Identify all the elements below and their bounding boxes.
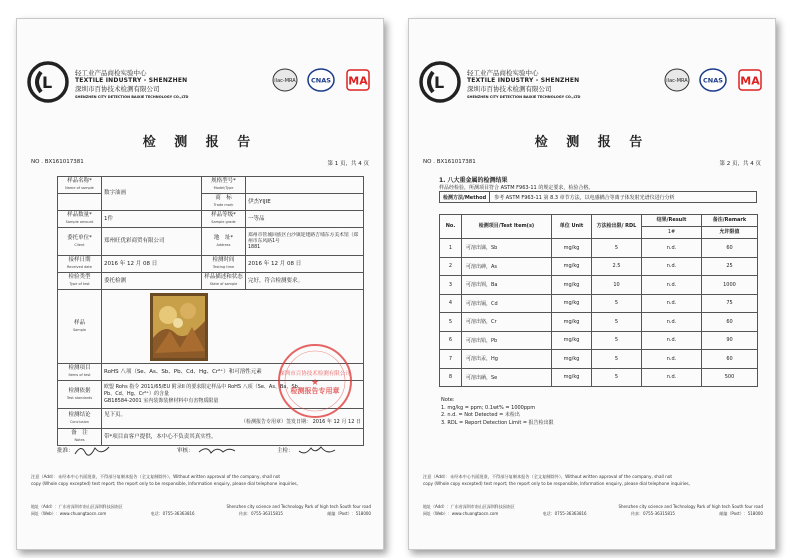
reviewer-signature xyxy=(197,442,237,458)
org-name-en: TEXTILE INDUSTRY - SHENZHEN xyxy=(467,77,580,84)
row-rdl: 5 xyxy=(592,239,642,258)
row-rdl: 5 xyxy=(592,313,642,332)
method-value: 参考 ASTM F963-11 第 8.3 章节方法，以电感耦合等离子体发射光谱仪进行分析 xyxy=(494,194,675,201)
footer-statement xyxy=(31,474,371,487)
label-en: State of sample xyxy=(209,282,238,286)
cert-cnas-label: CNAS xyxy=(311,76,331,85)
section-summary: 样品经检验，所测项目符合 ASTM F963-11 的规定要求，检验合格。 xyxy=(439,185,594,191)
row-unit: mg/kg xyxy=(552,331,592,350)
row-no: 5 xyxy=(440,313,462,332)
stamp-star-icon: ★ xyxy=(310,378,320,388)
row-no: 8 xyxy=(440,368,462,387)
address-text: 郑州市管城回族区白沙镇迎建路吉埔东方美术馆（郑州市东风路1号 xyxy=(248,232,359,244)
value-model xyxy=(246,177,364,194)
row-result: n.d. xyxy=(642,313,702,332)
contact-row xyxy=(423,511,763,518)
label-cn: 接样日期 xyxy=(68,257,91,263)
value-remarks: 带*项目由客户提供，本中心不负责其真实性。 xyxy=(102,429,364,446)
label-cn: 样品 xyxy=(73,319,85,326)
label-received xyxy=(58,256,102,273)
label-cn: 备 注 xyxy=(71,430,88,436)
certification-logos xyxy=(271,67,371,93)
row-result: n.d. xyxy=(642,239,702,258)
certification-logos xyxy=(663,67,763,93)
label-cn: 样品描述和状态 xyxy=(204,274,243,280)
table-row xyxy=(58,228,364,256)
table-row xyxy=(440,368,758,387)
label-cn: 地 址* xyxy=(213,234,234,241)
label-en: Client xyxy=(74,242,85,247)
value-trademark: 伊杰YIJIE xyxy=(246,194,364,211)
test-method xyxy=(439,191,757,203)
label-cn: 检测时间 xyxy=(212,257,235,263)
col-remark-sub: 允许限值 xyxy=(702,227,758,239)
row-no: 4 xyxy=(440,294,462,313)
label-en: Received date xyxy=(67,265,92,269)
empty-cell xyxy=(58,194,102,211)
label-sample-name xyxy=(58,177,102,194)
standard-line-2: Pb、Cd、Hg、Cr⁶⁺）的含量 xyxy=(104,391,169,397)
row-item: 可溶出锑，Sb xyxy=(462,239,552,258)
tester-label: 主检： xyxy=(277,448,294,454)
postcode: 邮编（Post）：518000 xyxy=(719,510,763,516)
approver-signature xyxy=(73,442,113,458)
address-en: Shenzhen city science and Technology Park of high tech South four road xyxy=(618,504,763,509)
table-row xyxy=(440,276,758,295)
label-items xyxy=(58,364,102,381)
svg-text:L: L xyxy=(42,73,53,92)
telephone: 电话：0755-36363816 xyxy=(542,510,587,516)
row-item: 可溶出硒，Se xyxy=(462,368,552,387)
approver-label: 批准： xyxy=(57,448,74,454)
row-rdl: 2.5 xyxy=(592,257,642,276)
telephone: 电话：0755-36363816 xyxy=(150,510,195,516)
website: 网址（Web）：www.chuangtaocn.com xyxy=(423,510,499,516)
row-limit: 75 xyxy=(702,294,758,313)
col-result: 结果/Result xyxy=(642,215,702,227)
row-result: n.d. xyxy=(642,331,702,350)
tester-signature xyxy=(297,442,337,458)
reviewer-label: 审核： xyxy=(177,448,194,454)
org-name-cn2: 深圳市百协技术检测有限公司 xyxy=(75,85,160,93)
label-client xyxy=(58,228,102,256)
value-address xyxy=(246,228,364,256)
value-state: 完好，符合检测要求。 xyxy=(246,273,364,290)
row-result: n.d. xyxy=(642,257,702,276)
table-header-row xyxy=(440,215,758,227)
label-cn: 检测依据 xyxy=(68,387,91,394)
row-limit: 500 xyxy=(702,368,758,387)
row-no: 3 xyxy=(440,276,462,295)
report-meta xyxy=(423,159,761,167)
cma-icon xyxy=(347,70,369,90)
results-table xyxy=(439,214,758,387)
row-result: n.d. xyxy=(642,294,702,313)
org-logo-icon xyxy=(27,61,69,103)
conclusion-text: 见下页。 xyxy=(104,411,127,418)
statement-line-1: 注意（Add）：未经本中心书面批准，不得部分复制本报告（全文复制除外）。Without written approval of the company, shall not xyxy=(31,474,281,479)
row-limit: 90 xyxy=(702,331,758,350)
label-trademark xyxy=(202,194,246,211)
note-line: 2. n.d. = Not Detected = 未检出 xyxy=(441,412,520,418)
row-unit: mg/kg xyxy=(552,276,592,295)
statement-line-2: copy (Whole copy excepted) test report; the report only to be responsible, Information enquiry, please dial telephone inquiries。 xyxy=(423,480,693,486)
row-item: 可溶出钡，Ba xyxy=(462,276,552,295)
report-title: 检 测 报 告 xyxy=(534,135,650,150)
label-en: Type of test xyxy=(69,282,90,286)
label-cn: 商 标 xyxy=(215,195,232,201)
report-title: 检 测 报 告 xyxy=(142,135,258,150)
label-en: Notes xyxy=(74,438,85,442)
fax: 传真：0755-36315815 xyxy=(630,510,675,516)
results-body xyxy=(440,239,758,387)
label-cn: 检测结论 xyxy=(68,411,91,418)
row-rdl: 5 xyxy=(592,368,642,387)
value-sample-name: 数字油画 xyxy=(102,177,202,211)
label-en: Trade mark xyxy=(213,203,234,207)
section-title: 1. 八大重金属的检测结果 xyxy=(439,177,508,184)
row-limit: 60 xyxy=(702,239,758,258)
label-test-type xyxy=(58,273,102,290)
cnas-icon xyxy=(700,69,726,91)
label-en: Testing time xyxy=(212,265,235,269)
row-unit: mg/kg xyxy=(552,239,592,258)
organization-name xyxy=(467,69,642,101)
table-row xyxy=(440,257,758,276)
footer-contact xyxy=(423,504,763,517)
value-client: 郑州旺优彩商贸有限公司 xyxy=(102,228,202,256)
label-address xyxy=(202,228,246,256)
ilac-mra-icon xyxy=(665,69,689,91)
table-row xyxy=(58,211,364,228)
label-en: Test standards xyxy=(66,395,93,400)
label-cn: 样品数量* xyxy=(67,212,92,218)
value-quantity: 1件 xyxy=(102,211,202,228)
label-en: Sample grade xyxy=(211,220,236,224)
label-en: Sample amount xyxy=(65,220,94,224)
table-row xyxy=(440,239,758,258)
report-meta xyxy=(31,159,369,167)
table-row xyxy=(58,177,364,194)
row-limit: 1000 xyxy=(702,276,758,295)
cert-cnas-label: CNAS xyxy=(703,76,723,85)
label-model xyxy=(202,177,246,194)
row-limit: 25 xyxy=(702,257,758,276)
svg-text:L: L xyxy=(434,73,445,92)
statement-line-1: 注意（Add）：未经本中心书面批准，不得部分复制本报告（全文复制除外）。Without written approval of the company, shall not xyxy=(423,474,673,479)
sample-painting-image xyxy=(150,293,208,361)
standard-line-1: 欧盟 Rohs 指令 2011/65/EU 附录II 的要求限定样品中 RoHS 八项（Se、As、Ba、Sb、 xyxy=(104,384,303,390)
row-item: 可溶出砷，As xyxy=(462,257,552,276)
contact-row xyxy=(31,511,371,518)
label-grade xyxy=(202,211,246,228)
cert-ilac-label: ilac-MRA xyxy=(274,78,296,84)
org-name-cn2: 深圳市百协技术检测有限公司 xyxy=(467,85,552,93)
label-sample xyxy=(58,290,102,364)
address-suffix: 1881 xyxy=(248,244,261,250)
row-unit: mg/kg xyxy=(552,350,592,369)
cnas-icon xyxy=(308,69,334,91)
table-notes xyxy=(441,397,554,427)
row-item: 可溶出铅，Pb xyxy=(462,331,552,350)
table-row xyxy=(58,273,364,290)
label-cn: 检测项目 xyxy=(68,365,91,371)
issue-date: （检测报告专用章）签发日期： 2016 年 12 月 12 日 xyxy=(241,418,361,425)
cert-ilac-label: ilac-MRA xyxy=(666,78,688,84)
table-row xyxy=(440,350,758,369)
value-received: 2016 年 12 月 08 日 xyxy=(102,256,202,273)
value-items: RoHS 八项（Se、As、Sb、Pb、Cd、Hg、Cr⁶⁺）和可溶性元素 xyxy=(102,364,364,381)
report-page-1 xyxy=(16,18,384,550)
row-unit: mg/kg xyxy=(552,294,592,313)
address-en: Shenzhen city science and Technology Park of high tech South four road xyxy=(226,504,371,509)
row-unit: mg/kg xyxy=(552,257,592,276)
address-cn: 地址（Add）：广东省深圳市南山区深圳科技园南区 xyxy=(31,504,123,509)
table-row xyxy=(440,294,758,313)
col-rdl: 方法检出限/ RDL xyxy=(592,215,642,239)
value-testing: 2016 年 12 月 08 日 xyxy=(246,256,364,273)
row-item: 可溶出镉，Cd xyxy=(462,294,552,313)
label-en: Sample xyxy=(72,327,87,332)
value-grade: 一等品 xyxy=(246,211,364,228)
table-row xyxy=(440,313,758,332)
website: 网址（Web）：www.chuangtaocn.com xyxy=(31,510,107,516)
note-line: 1. mg/kg = ppm; 0.1wt% = 1000ppm xyxy=(441,404,536,411)
ilac-mra-icon xyxy=(273,69,297,91)
report-header xyxy=(419,61,765,121)
row-rdl: 10 xyxy=(592,276,642,295)
report-number: NO . BX161017381 xyxy=(31,159,84,165)
row-limit: 60 xyxy=(702,313,758,332)
statement-line-2: copy (Whole copy excepted) test report; the report only to be responsible, Information enquiry, please dial telephone inquiries。 xyxy=(31,480,301,486)
col-item: 检测项目/Test Item(s) xyxy=(462,215,552,239)
method-label: 检测方法/Method xyxy=(440,192,490,202)
stamp-text: 检测报告专用章 xyxy=(290,387,340,395)
label-en: Conclusion xyxy=(69,419,90,424)
org-name-en2: SHENZHEN CITY DETECTION BAIXIE TECHNOLOGY CO.,LTD xyxy=(75,95,189,99)
footer-contact xyxy=(31,504,371,517)
org-name-en: TEXTILE INDUSTRY - SHENZHEN xyxy=(75,77,188,84)
row-result: n.d. xyxy=(642,350,702,369)
organization-name xyxy=(75,69,250,101)
stamp-org-text: 深圳市百协技术检测有限公司 xyxy=(279,371,351,377)
table-row xyxy=(58,256,364,273)
note-line: 3. RDL = Report Detection Limit = 报告检出限 xyxy=(441,419,554,426)
row-rdl: 5 xyxy=(592,331,642,350)
label-state xyxy=(202,273,246,290)
col-remark: 备注/Remark xyxy=(702,215,758,227)
footer-statement xyxy=(423,474,763,487)
row-rdl: 5 xyxy=(592,350,642,369)
cert-ma-label: MA xyxy=(740,74,760,88)
fax: 传真：0755-36315815 xyxy=(238,510,283,516)
label-cn: 样品名称* xyxy=(67,178,92,184)
row-unit: mg/kg xyxy=(552,313,592,332)
official-stamp xyxy=(275,341,355,421)
row-item: 可溶出汞，Hg xyxy=(462,350,552,369)
label-cn: 委托单位* xyxy=(67,234,92,241)
row-limit: 60 xyxy=(702,350,758,369)
label-en: Name of sample xyxy=(65,186,94,190)
report-header xyxy=(27,61,373,121)
label-standards xyxy=(58,381,102,409)
note-line: Note: xyxy=(441,397,455,403)
row-no: 6 xyxy=(440,331,462,350)
label-cn: 检验类型 xyxy=(68,274,91,280)
org-logo-icon xyxy=(419,61,461,103)
postcode: 邮编（Post）：518000 xyxy=(327,510,371,516)
row-result: n.d. xyxy=(642,368,702,387)
label-cn: 规格型号* xyxy=(211,178,236,184)
row-no: 1 xyxy=(440,239,462,258)
label-en: Address xyxy=(216,242,231,247)
page-number: 第 1 页，共 4 页 xyxy=(327,161,369,167)
row-item: 可溶出铬，Cr xyxy=(462,313,552,332)
value-test-type: 委托检测 xyxy=(102,273,202,290)
col-result-sub: 1# xyxy=(642,227,702,239)
label-quantity xyxy=(58,211,102,228)
cma-icon xyxy=(739,70,761,90)
col-unit: 单位 Unit xyxy=(552,215,592,239)
row-result: n.d. xyxy=(642,276,702,295)
col-no: No. xyxy=(440,215,462,239)
row-no: 7 xyxy=(440,350,462,369)
report-number: NO . BX161017381 xyxy=(423,159,476,165)
label-en: Model/Type xyxy=(213,186,234,190)
label-en: Items of test xyxy=(68,373,91,377)
org-name-cn: 轻工业产品商检实验中心 xyxy=(75,69,147,77)
signature-row xyxy=(57,442,357,460)
label-testing xyxy=(202,256,246,273)
page-number: 第 2 页，共 4 页 xyxy=(719,161,761,167)
standard-line-3: GB18584-2001 室内装饰装修材料中有害物质限量 xyxy=(104,398,219,404)
label-conclusion xyxy=(58,409,102,429)
row-unit: mg/kg xyxy=(552,368,592,387)
row-rdl: 5 xyxy=(592,294,642,313)
org-name-cn: 轻工业产品商检实验中心 xyxy=(467,69,539,77)
cert-ma-label: MA xyxy=(348,74,368,88)
row-no: 2 xyxy=(440,257,462,276)
address-cn: 地址（Add）：广东省深圳市南山区深圳科技园南区 xyxy=(423,504,515,509)
label-cn: 样品等级* xyxy=(211,212,236,218)
report-page-2 xyxy=(408,18,776,550)
table-row xyxy=(440,331,758,350)
org-name-en2: SHENZHEN CITY DETECTION BAIXIE TECHNOLOGY CO.,LTD xyxy=(467,95,581,99)
